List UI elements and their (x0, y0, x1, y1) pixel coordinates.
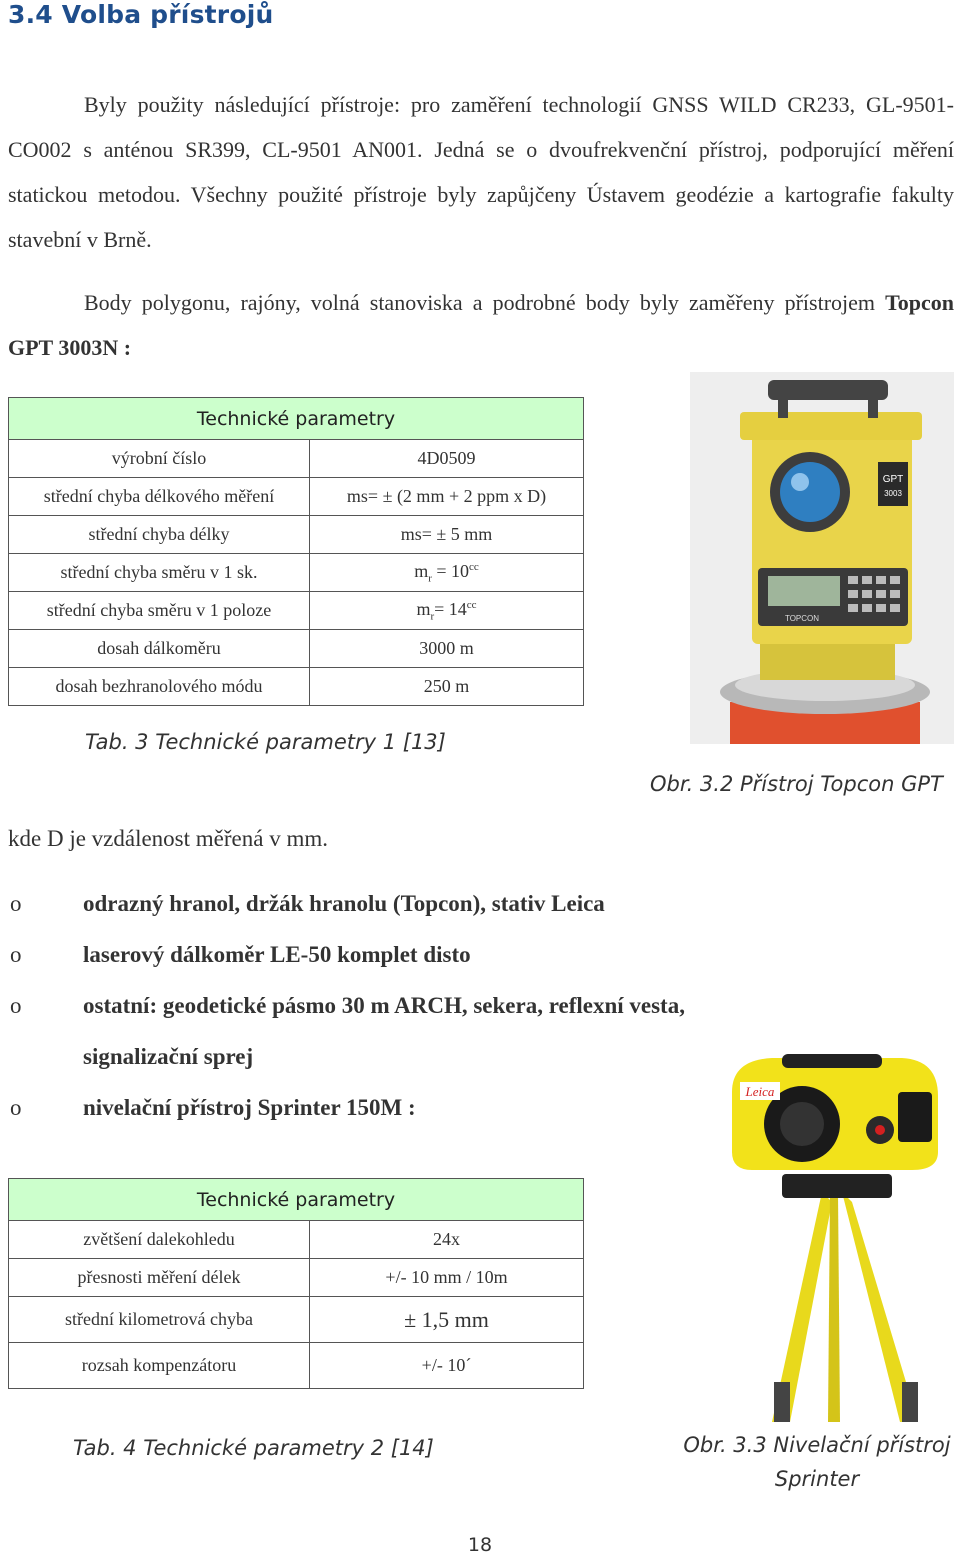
value-subscript: r (428, 572, 432, 585)
caption-tab4: Tab. 4 Technické parametry 2 [14] (73, 1436, 434, 1460)
table2-value: +/- 10 mm / 10m (310, 1259, 584, 1297)
table-row (9, 478, 584, 516)
caption-obr32: Obr. 3.2 Přístroj Topcon GPT (650, 772, 943, 796)
list-item-text: laserový dálkoměr LE-50 komplet disto (83, 942, 471, 967)
value-symbol: m (416, 598, 431, 619)
value-number: = 10 (431, 560, 470, 581)
leica-sprinter-image (712, 1052, 954, 1422)
table2-header: Technické parametry (9, 1179, 584, 1221)
list-item-text: odrazný hranol, držák hranolu (Topcon), stativ Leica (83, 891, 605, 916)
section-heading: 3.4 Volba přístrojů (8, 0, 274, 29)
model-label: 3003 (884, 489, 902, 498)
bullet-marker: o (10, 891, 22, 916)
table1-label: výrobní číslo (9, 440, 310, 478)
table1-value: ms= ± (2 mm + 2 ppm x D) (310, 478, 584, 516)
table-technical-params-2 (8, 1178, 584, 1389)
list-item-text: ostatní: geodetické pásmo 30 m ARCH, sekera, reflexní vesta, signalizační sprej (83, 993, 685, 1069)
table2-value: +/- 10´ (310, 1343, 584, 1389)
caption-obr33-line1: Obr. 3.3 Nivelační přístroj (683, 1433, 951, 1457)
table2-label: rozsah kompenzátoru (9, 1343, 310, 1389)
list-item-text: nivelační přístroj Sprinter 150M : (83, 1095, 416, 1120)
table1-label: střední chyba směru v 1 sk. (9, 554, 310, 592)
bullet-marker: o (10, 993, 22, 1018)
value-superscript: cc (466, 598, 477, 611)
list-item (8, 929, 954, 980)
paragraph-gnss: Byly použity následující přístroje: pro zaměření technologií GNSS WILD CR233, GL-9501-CO002 s anténou SR399, CL-9501 AN001. Jedná se o dvoufrekvenční přístroj, podporující měření statickou metodou. Všechny použité přístroje byly zapůjčeny Ústavem geodézie a kartografie fakulty stavební v Brně. (8, 92, 954, 252)
table-row (9, 1221, 584, 1259)
list-item (8, 878, 954, 929)
table-row (9, 592, 584, 630)
value-symbol: m (414, 560, 429, 581)
paragraph-topcon-instrument: Topcon GPT 3003N : (8, 290, 954, 360)
table1-value: 250 m (310, 668, 584, 706)
table-row (9, 630, 584, 668)
value-subscript: r (430, 610, 435, 623)
caption-obr33-line2: Sprinter (774, 1467, 860, 1491)
leica-logo: Leica (745, 1084, 775, 1099)
table1-label: dosah dálkoměru (9, 630, 310, 668)
value-superscript: cc (469, 560, 479, 573)
table-row (9, 554, 584, 592)
table2-value: ± 1,5 mm (310, 1297, 584, 1343)
table1-value (310, 554, 584, 592)
table1-label: střední chyba délky (9, 516, 310, 554)
gpt-label: GPT (882, 474, 904, 485)
table2-value: 24x (310, 1221, 584, 1259)
table-row (9, 1297, 584, 1343)
caption-tab3: Tab. 3 Technické parametry 1 [13] (85, 730, 446, 754)
table2-label: střední kilometrová chyba (9, 1297, 310, 1343)
caption-obr33 (680, 1428, 954, 1496)
paragraph-topcon (8, 280, 954, 370)
distance-note: kde D je vzdálenost měřená v mm. (8, 826, 328, 851)
table1-value (310, 592, 584, 630)
table-technical-params-1 (8, 397, 584, 706)
value-number: = 14 (434, 598, 467, 619)
paragraph-topcon-text: Body polygonu, rajóny, volná stanoviska a podrobné body byly zaměřeny přístrojem (84, 290, 886, 315)
topcon-total-station-image (690, 372, 954, 744)
bullet-marker: o (10, 942, 22, 967)
topcon-logo: TOPCON (784, 614, 820, 623)
table1-label: dosah bezhranolového módu (9, 668, 310, 706)
table1-value: 4D0509 (310, 440, 584, 478)
table2-label: přesnosti měření délek (9, 1259, 310, 1297)
table1-value: ms= ± 5 mm (310, 516, 584, 554)
table2-label: zvětšení dalekohledu (9, 1221, 310, 1259)
table-row (9, 516, 584, 554)
table1-value: 3000 m (310, 630, 584, 668)
bullet-marker: o (10, 1095, 22, 1120)
table-row (9, 1343, 584, 1389)
table1-label: střední chyba směru v 1 poloze (9, 592, 310, 630)
table-row (9, 440, 584, 478)
table1-header: Technické parametry (9, 398, 584, 440)
table1-label: střední chyba délkového měření (9, 478, 310, 516)
list-item (8, 980, 783, 1082)
table-row (9, 1259, 584, 1297)
table-row (9, 668, 584, 706)
page-number: 18 (467, 1534, 493, 1556)
